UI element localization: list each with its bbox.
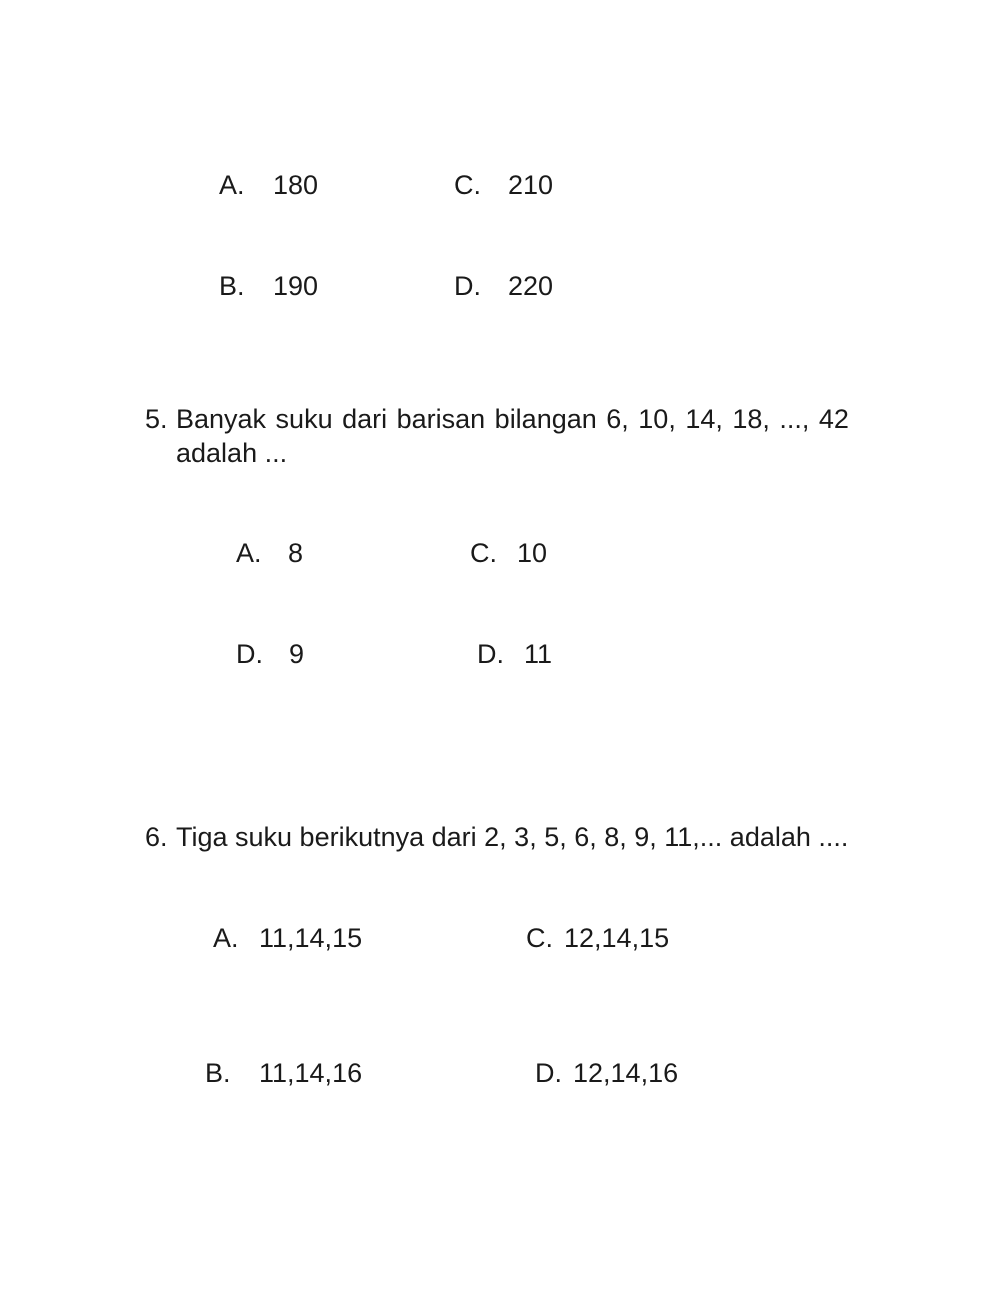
- option-value: 9: [289, 639, 305, 669]
- q6-option-b: [205, 1060, 362, 1087]
- question-text: Tiga suku berikutnya dari 2, 3, 5, 6, 8, 9, 11,... adalah ....: [176, 822, 849, 852]
- option-letter: A.: [213, 923, 239, 953]
- option-letter: D.: [535, 1058, 562, 1088]
- option-value: 12,14,15: [564, 923, 670, 953]
- option-value: 180: [273, 170, 319, 200]
- option-value: 210: [508, 170, 554, 200]
- option-letter: A.: [236, 538, 262, 568]
- option-value: 11: [524, 639, 553, 669]
- option-value: 11,14,16: [259, 1058, 363, 1088]
- q5-option-d-first: [236, 641, 304, 668]
- q4-option-a: [219, 172, 318, 199]
- q6-option-a: [213, 925, 362, 952]
- option-letter: C.: [454, 170, 481, 200]
- option-letter: B.: [205, 1058, 231, 1088]
- option-letter: D.: [477, 639, 504, 669]
- option-letter: D.: [454, 271, 481, 301]
- option-value: 8: [288, 538, 304, 568]
- question-number: 6.: [145, 822, 168, 852]
- question-text-line2: adalah ...: [176, 438, 288, 468]
- option-letter: B.: [219, 271, 245, 301]
- option-letter: D.: [236, 639, 263, 669]
- q4-option-b: [219, 273, 318, 300]
- q4-option-c: [454, 172, 553, 199]
- option-value: 11,14,15: [259, 923, 363, 953]
- q6-option-c: [526, 925, 669, 952]
- option-value: 10: [517, 538, 548, 568]
- option-value: 12,14,16: [573, 1058, 679, 1088]
- q6-option-d: [535, 1060, 678, 1087]
- option-letter: A.: [219, 170, 245, 200]
- option-letter: C.: [526, 923, 553, 953]
- option-value: 190: [273, 271, 319, 301]
- q4-option-d: [454, 273, 553, 300]
- q5-option-a: [236, 540, 303, 567]
- question-number: 5.: [145, 404, 168, 434]
- question-text-line1: Banyak suku dari barisan bilangan 6, 10, 14, 18, ..., 42: [176, 404, 849, 434]
- option-value: 220: [508, 271, 554, 301]
- option-letter: C.: [470, 538, 497, 568]
- q5-option-c: [470, 540, 547, 567]
- q5-option-d-second: [477, 641, 552, 668]
